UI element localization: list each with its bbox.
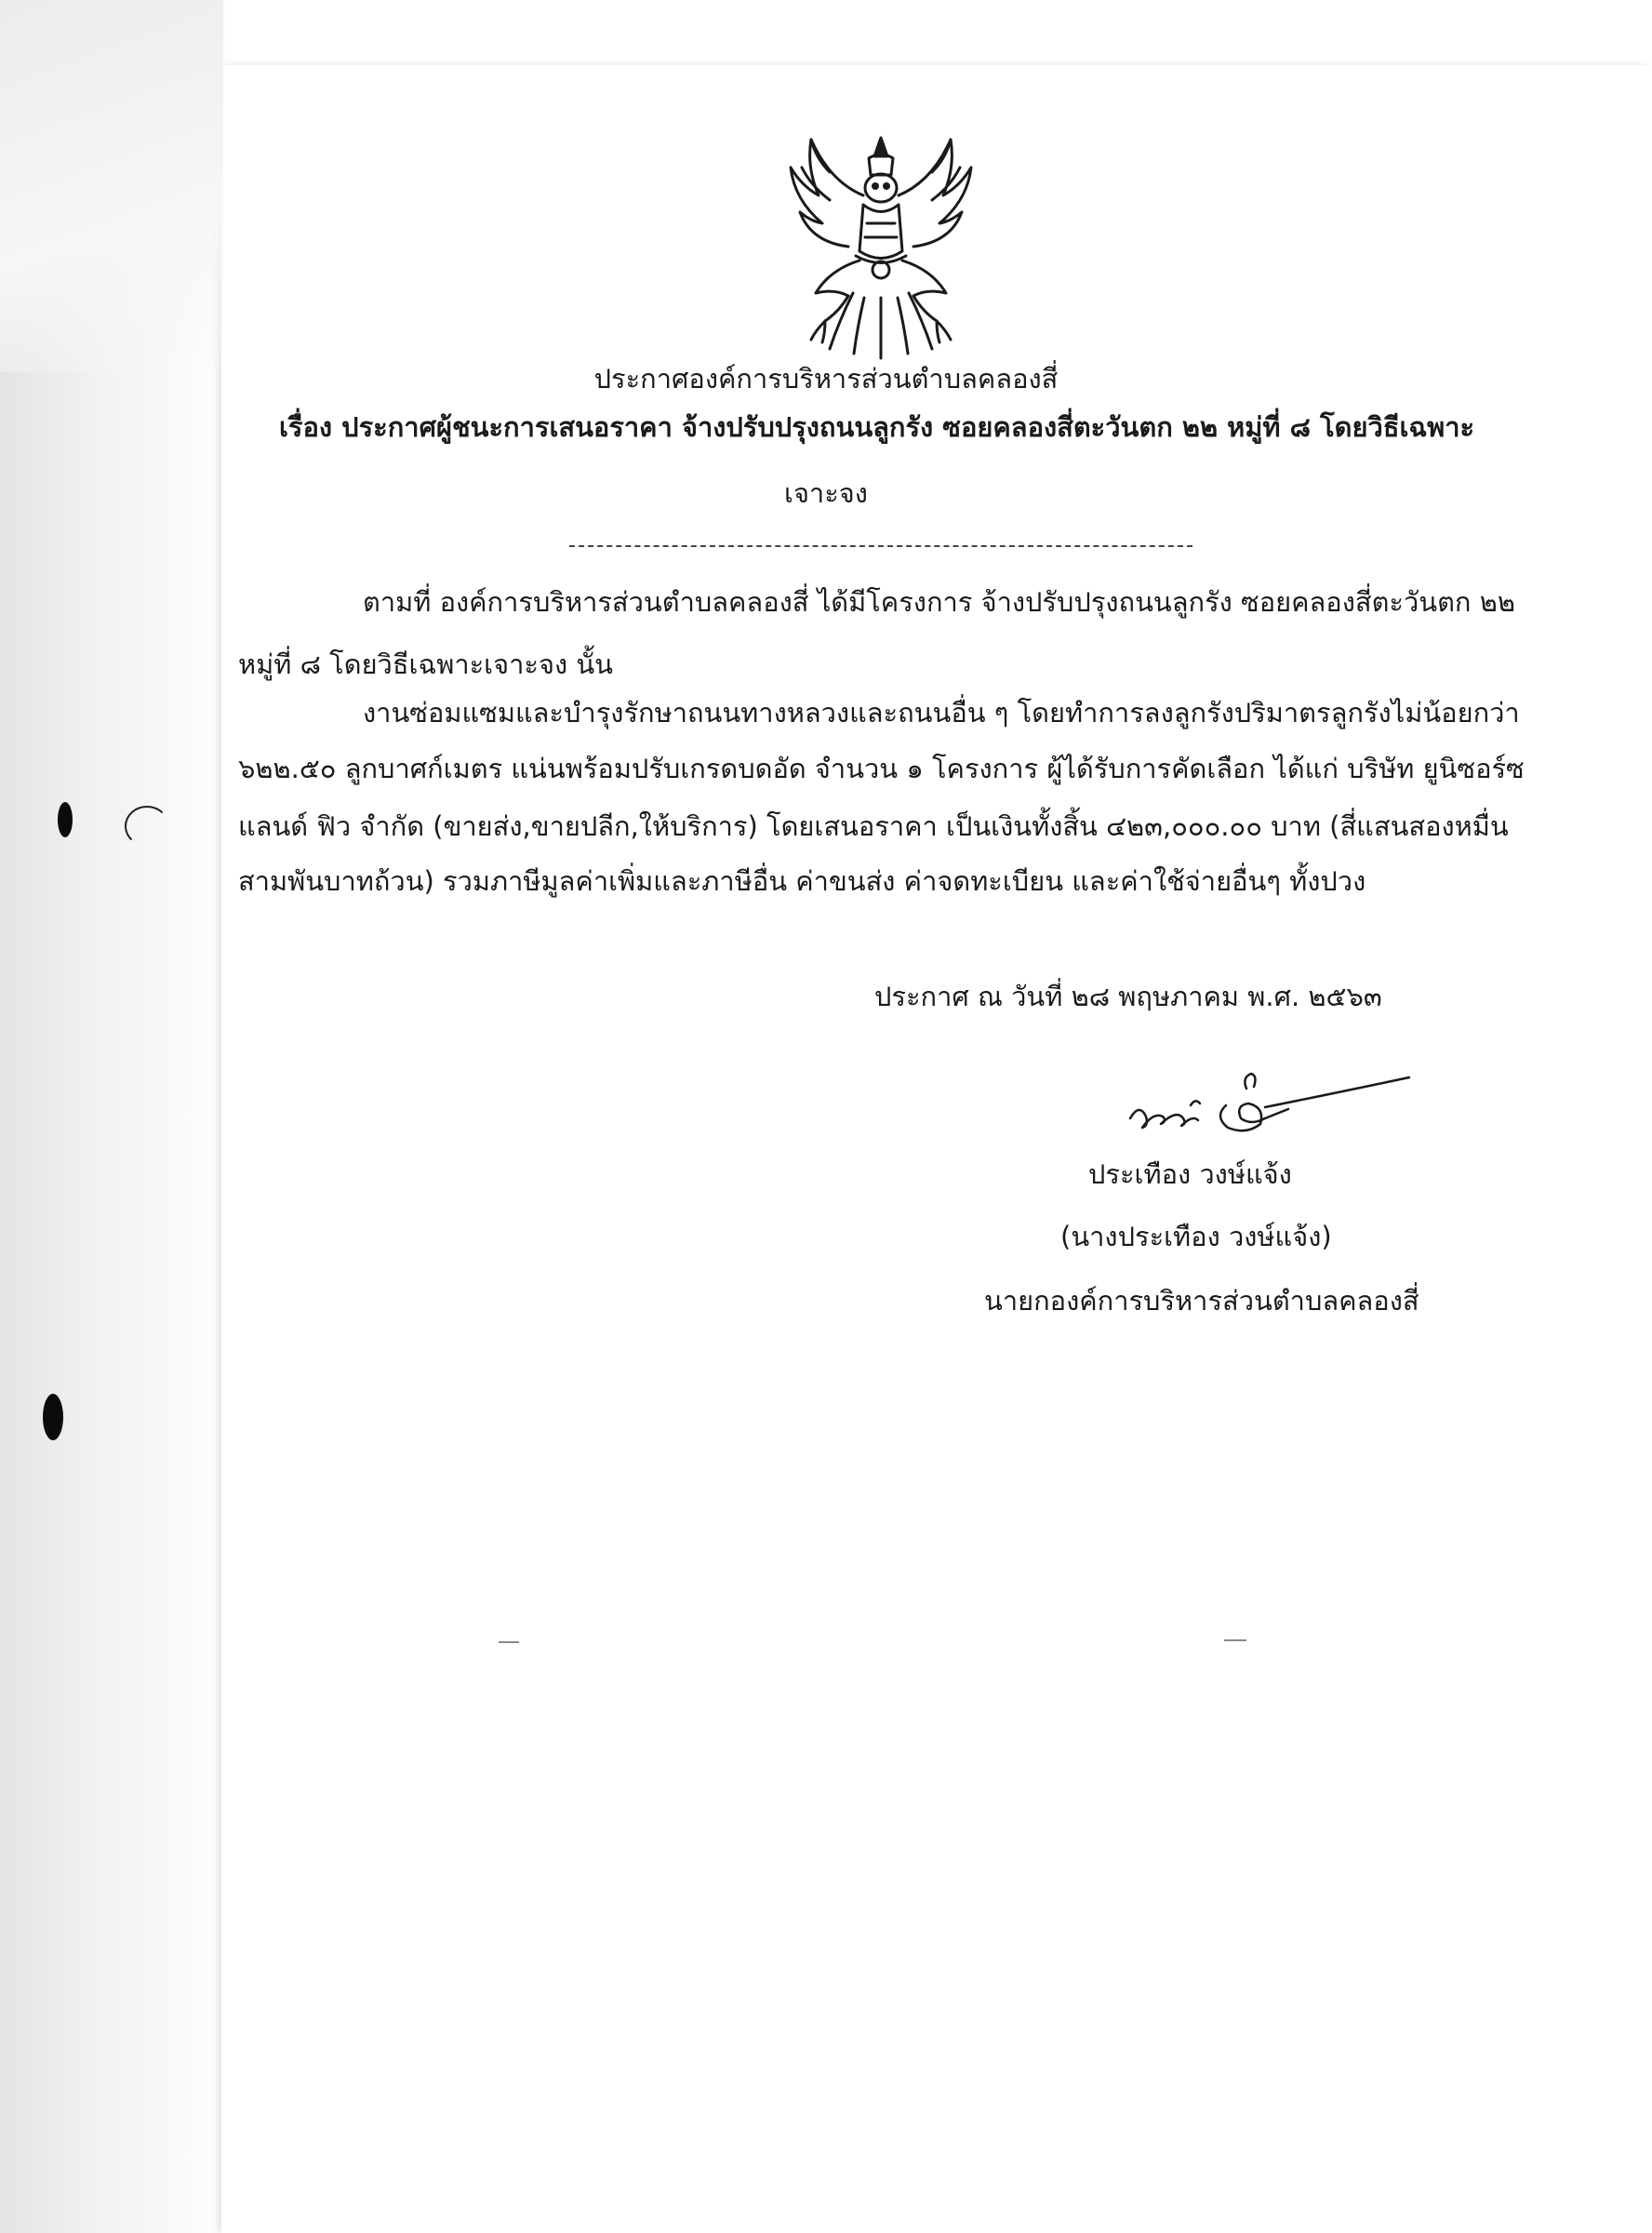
announcement-date: ประกาศ ณ วันที่ ๒๘ พฤษภาคม พ.ศ. ๒๕๖๓ [874,981,1382,1012]
paragraph-1-line-1: ตามที่ องค์การบริหารส่วนตำบลคลองสี่ ได้มีโครงการ จ้างปรับปรุงถนนลูกรัง ซอยคลองสี่ตะวันตก ๒๒ [363,586,1515,618]
handwritten-signature [1126,1061,1423,1154]
paragraph-1-line-2: หมู่ที่ ๘ โดยวิธีเฉพาะเจาะจง นั้น [238,649,613,680]
paragraph-2-line-4: สามพันบาทถ้วน) รวมภาษีมูลค่าเพิ่มและภาษีอื่น ค่าขนส่ง ค่าจดทะเบียน และค่าใช้จ่ายอื่นๆ ทั้งปวง [238,865,1366,897]
header-divider [569,545,1192,547]
agency-title: ประกาศองค์การบริหารส่วนตำบลคลองสี่ [593,363,1059,394]
fold-mark-left [499,1641,519,1643]
garuda-emblem-icon [774,130,988,363]
subject-line-1: เรื่อง ประกาศผู้ชนะการเสนอราคา จ้างปรับปรุงถนนลูกรัง ซอยคลองสี่ตะวันตก ๒๒ หมู่ที่ ๘ โดยวิธีเฉพาะ [279,411,1475,443]
signer-name: ประเทือง วงษ์แจ้ง [1088,1158,1292,1190]
punch-hole-top [58,802,73,837]
signer-position: นายกองค์การบริหารส่วนตำบลคลองสี่ [984,1285,1419,1317]
punch-hole-bottom [43,1394,63,1440]
punch-hole-ring [125,806,169,847]
paper-fold-corner [0,0,223,372]
paragraph-2-line-1: งานซ่อมแซมและบำรุงรักษาถนนทางหลวงและถนนอื่น ๆ โดยทำการลงลูกรังปริมาตรลูกรังไม่น้อยกว่า [363,697,1520,729]
paragraph-2-line-2: ๖๒๒.๕๐ ลูกบาศก์เมตร แน่นพร้อมปรับเกรดบดอัด จำนวน ๑ โครงการ ผู้ได้รับการคัดเลือก ได้แก่ บริษัท ยูนิซอร์ซ [238,753,1525,784]
subject-line-2: เจาะจง [784,477,868,509]
fold-mark-right [1224,1639,1246,1641]
paragraph-2-line-3: แลนด์ ฟิว จำกัด (ขายส่ง,ขายปลีก,ให้บริการ) โดยเสนอราคา เป็นเงินทั้งสิ้น ๔๒๓,๐๐๐.๐๐ บาท (สี่แสนสองหมื่น [238,810,1509,842]
signer-full-name: (นางประเทือง วงษ์แจ้ง) [1060,1221,1332,1252]
